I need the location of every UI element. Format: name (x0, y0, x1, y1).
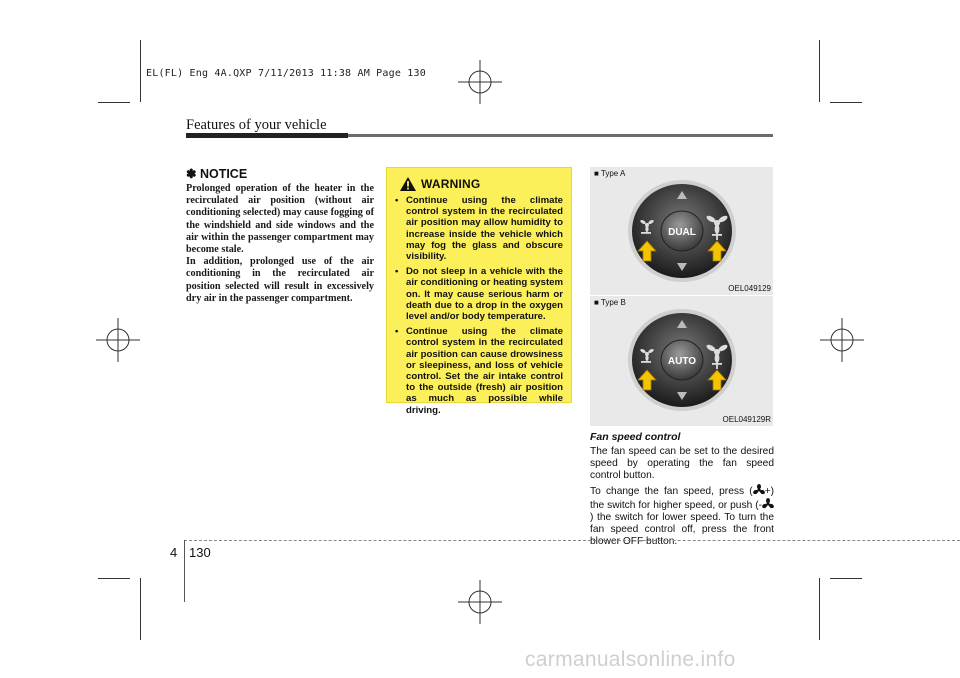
fan-speed-text-part: To change the fan speed, press ( (590, 486, 753, 498)
registration-mark-left-icon (96, 318, 140, 362)
registration-mark-bottom-icon (458, 580, 502, 624)
warning-item: • Do not sleep in a vehicle with the air conditioning or heating system on. It may cause serious harm or death due to a drop in the oxygen level and/or body temperature. (395, 266, 563, 322)
page-number-divider (184, 540, 185, 602)
figure-type-label: ■ Type A (594, 169, 626, 178)
fan-speed-section (590, 431, 774, 550)
watermark: carmanualsonline.info (525, 648, 736, 671)
section-title: Features of your vehicle (186, 117, 327, 133)
figure-type-a (590, 167, 773, 295)
figure-type-label: ■ Type B (594, 298, 626, 307)
figure-code: OEL049129 (728, 284, 771, 293)
fan-icon (753, 484, 765, 496)
notice-paragraph-1: Prolonged operation of the heater in the recirculated air position (without air conditioning selected) may cause fogging of the windshield and side windows and the air within the passenger compartment may become stale. (186, 183, 374, 256)
warning-triangle-icon (399, 176, 417, 192)
fan-speed-text-part: +) the switch for higher speed, or push (- (590, 486, 774, 512)
warning-title: WARNING (421, 177, 481, 191)
footer-dotted-rule (184, 540, 960, 541)
knob-label: AUTO (667, 356, 697, 367)
fan-icon (762, 498, 774, 510)
fan-control-switch-illustration (627, 306, 737, 414)
fan-speed-title: Fan speed control (590, 431, 681, 443)
header-rule-accent (186, 133, 348, 138)
notice-block (186, 166, 374, 305)
chapter-number: 4 (170, 545, 178, 560)
fan-speed-text-part: ) the switch for lower speed. To turn the fan speed control off, press the front blower OFF button. (590, 511, 774, 547)
warning-box (386, 167, 572, 416)
page-number: 130 (189, 545, 211, 560)
registration-mark-top-icon (458, 60, 502, 104)
knob-label: DUAL (668, 227, 696, 238)
warning-item: • Continue using the climate control system in the recirculated air position may allow humidity to increase inside the vehicle which may fog the glass and obscure visibility. (395, 195, 563, 262)
fan-control-switch-illustration (627, 177, 737, 285)
figure-code: OEL049129R (722, 415, 771, 424)
registration-mark-right-icon (820, 318, 864, 362)
figure-type-b (590, 296, 773, 426)
fan-speed-paragraph-1: The fan speed can be set to the desired speed by operating the fan speed control button. (590, 446, 774, 481)
print-slug: EL(FL) Eng 4A.QXP 7/11/2013 11:38 AM Page 130 (146, 68, 426, 79)
notice-title: ✽ NOTICE (186, 167, 248, 181)
warning-header (399, 176, 563, 192)
notice-paragraph-2: In addition, prolonged use of the air conditioning in the recirculated air position selected will result in excessively dry air in the passenger compartment. (186, 256, 374, 304)
warning-item: • Continue using the climate control system in the recirculated air position can cause drowsiness or sleepiness, and loss of vehicle control. Set the air intake control to the outside (fresh) air position as much as possible while driving. (395, 326, 563, 416)
warning-list (395, 195, 563, 416)
fan-speed-paragraph-2 (590, 484, 774, 547)
